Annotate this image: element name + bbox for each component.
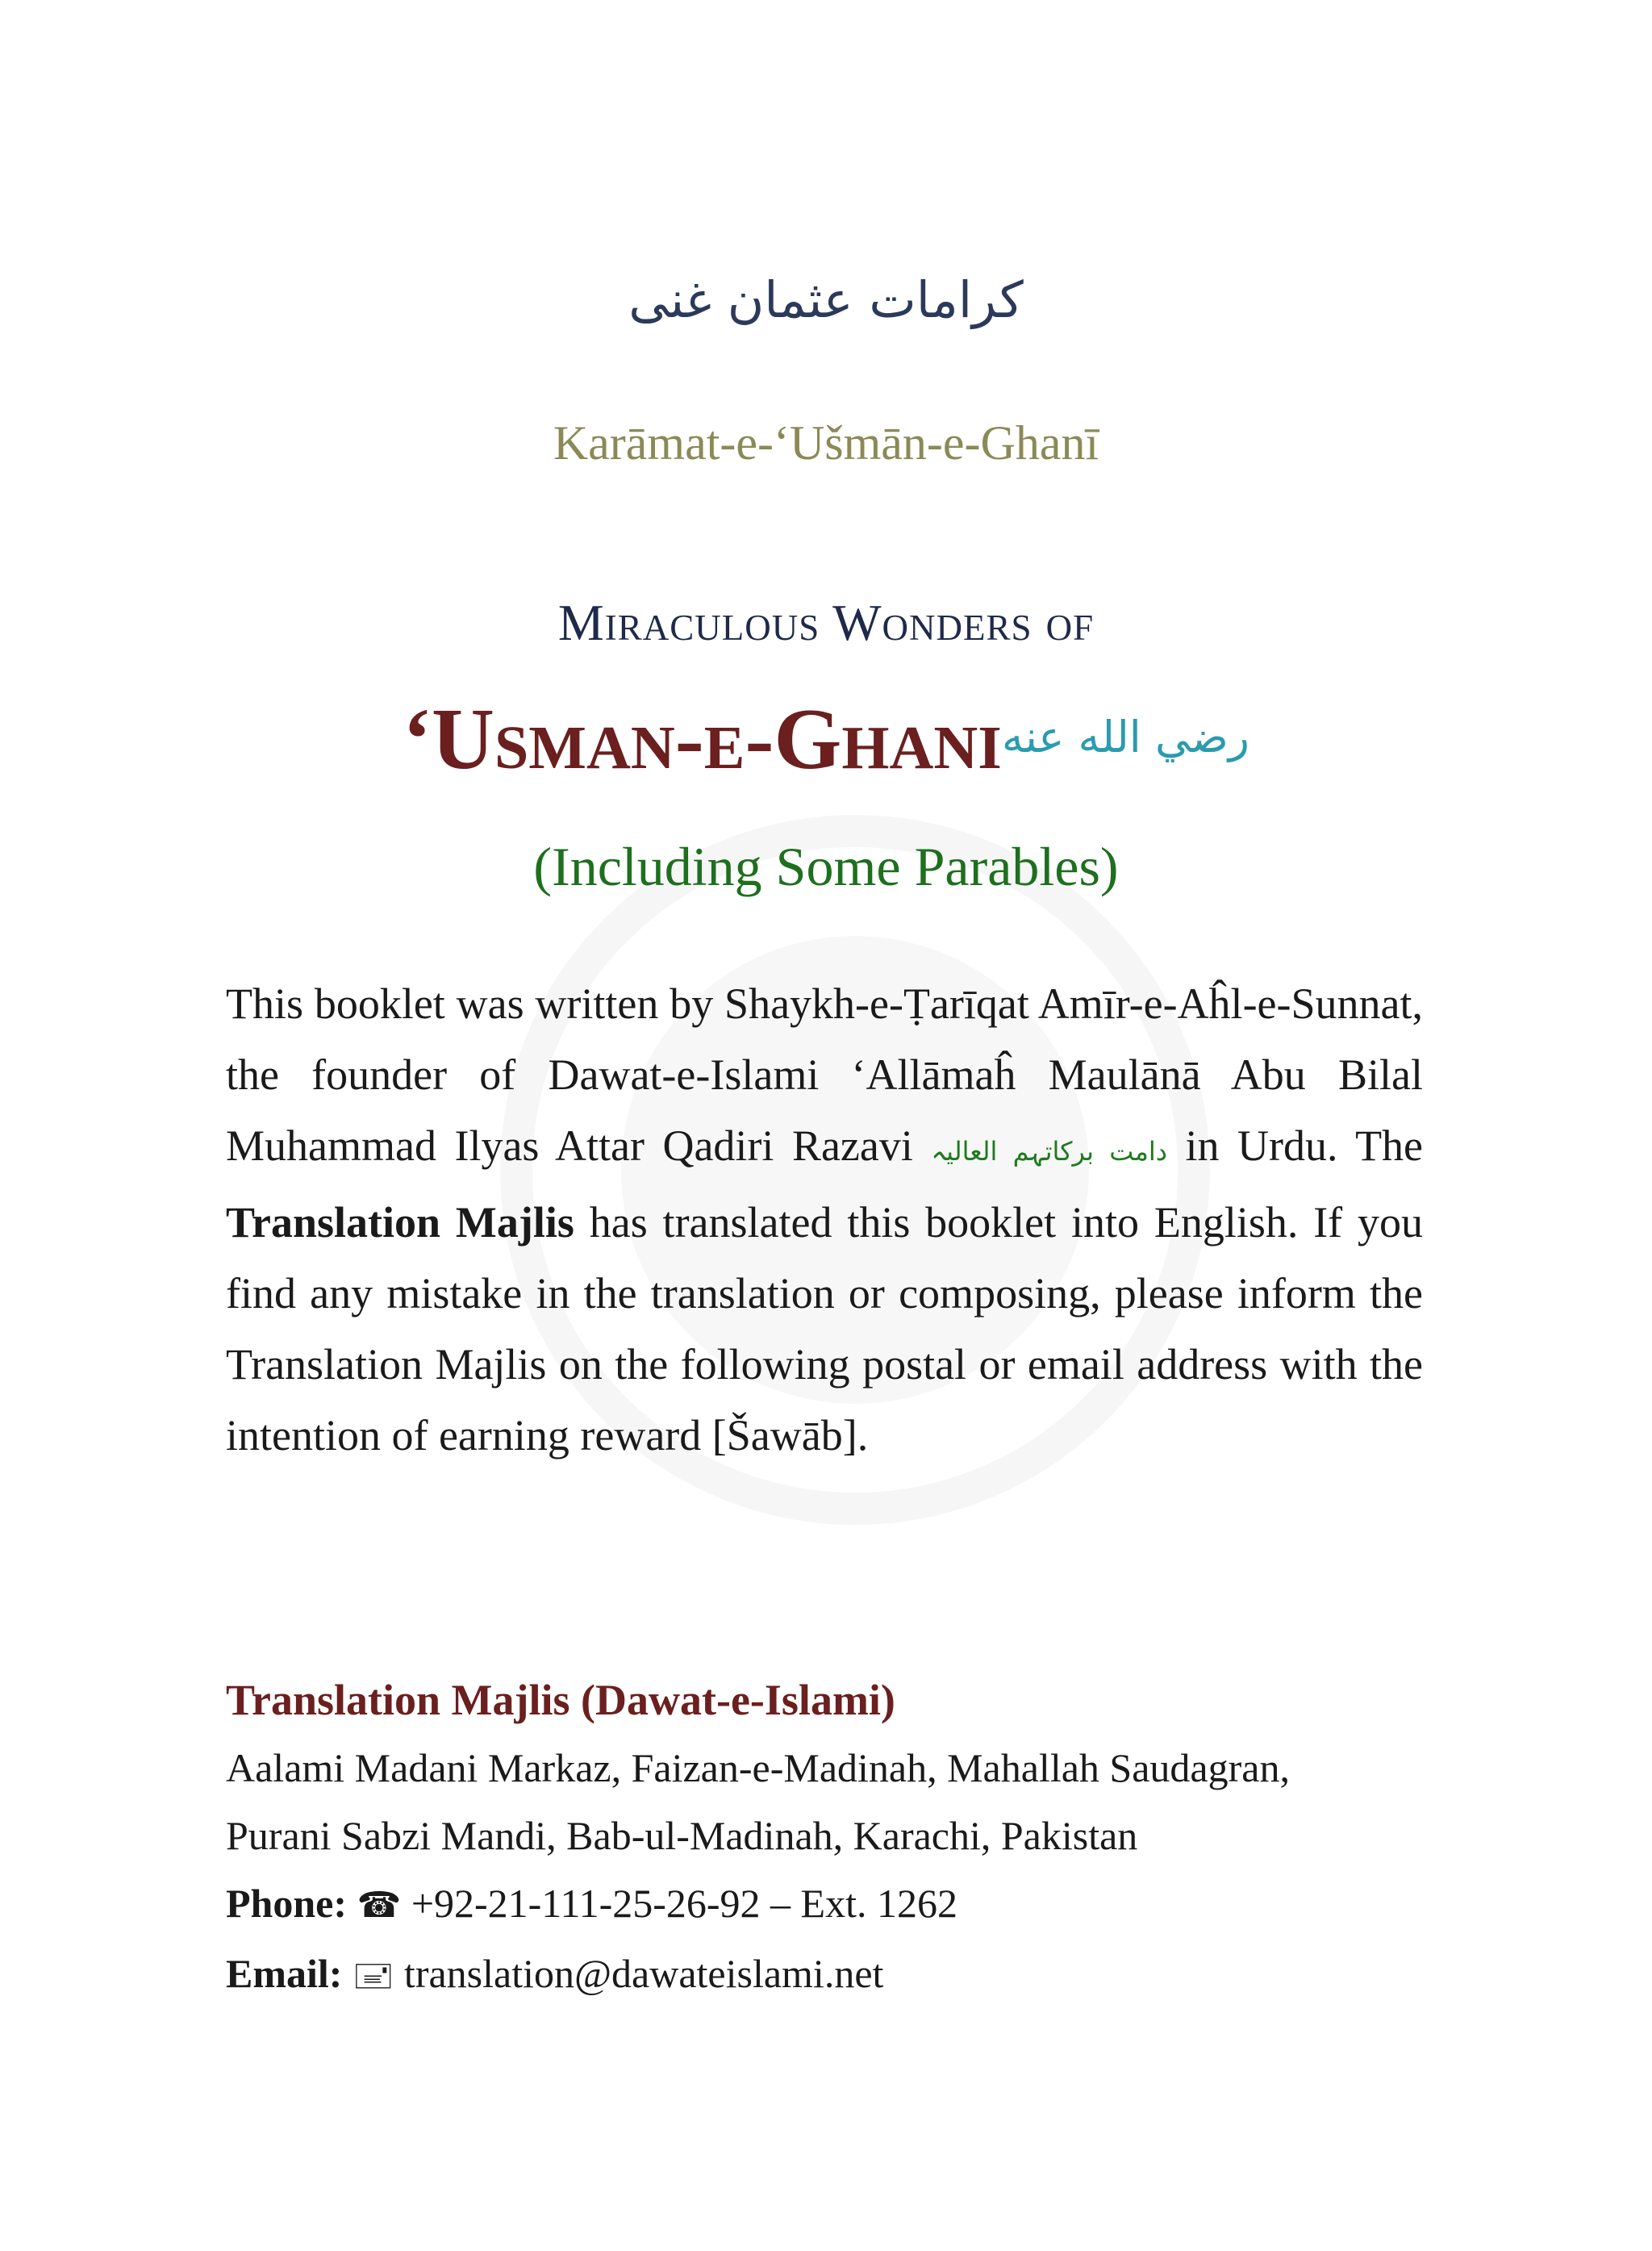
address-line-2: Purani Sabzi Mandi, Bab-ul-Madinah, Karachi, Pakistan	[226, 1813, 1138, 1858]
phone-icon: ☎	[357, 1885, 402, 1926]
arabic-title: کرامات عثمان غنی	[628, 270, 1024, 329]
email-row	[226, 1940, 1516, 2010]
email-icon: 🖃	[352, 1955, 394, 1996]
phone-row	[226, 1869, 1516, 1940]
transliterated-title: Karāmat-e-‘Ušmān-e-Ghanī	[553, 416, 1099, 470]
phone-number: +92-21-111-25-26-92 – Ext. 1262	[411, 1881, 957, 1926]
main-title	[0, 690, 1652, 790]
honorific-calligraphy: رضي الله عنه	[1001, 712, 1249, 762]
email-address[interactable]: translation@dawateislami.net	[403, 1951, 884, 1996]
subtitle: Miraculous Wonders of	[557, 594, 1095, 651]
parables-subtitle: (Including Some Parables)	[533, 836, 1119, 897]
intro-part2: in Urdu. The	[1185, 1121, 1424, 1170]
intro-bold: Translation Majlis	[226, 1198, 574, 1247]
intro-part3: has translated this booklet into English. If you find any mistake in the translation or composing, please inform the Translation Majlis on the following postal or email address with the intention of earning reward [Šawāb].	[226, 1198, 1424, 1460]
address-line-1: Aalami Madani Markaz, Faizan-e-Madinah, Mahallah Saudagran,	[226, 1745, 1290, 1790]
phone-label: Phone:	[226, 1881, 347, 1926]
intro-paragraph	[226, 968, 1423, 1471]
majlis-name: Translation Majlis (Dawat-e-Islami)	[226, 1676, 895, 1724]
contact-block	[226, 1666, 1516, 2010]
intro-part1: This booklet was written by Shaykh-e-Ṭarīqat Amīr-e-Aĥl-e-Sunnat, the founder of Dawat-e-Islami ‘Allāmaĥ Maulānā Abu Bilal Muhammad Ilyas Attar Qadiri Razavi	[226, 979, 1423, 1170]
email-label: Email:	[226, 1951, 343, 1996]
honorific-inline: دامت برکاتہم العالیہ	[931, 1136, 1167, 1167]
main-title-text: ‘Usman-e-Ghani	[403, 691, 1002, 787]
